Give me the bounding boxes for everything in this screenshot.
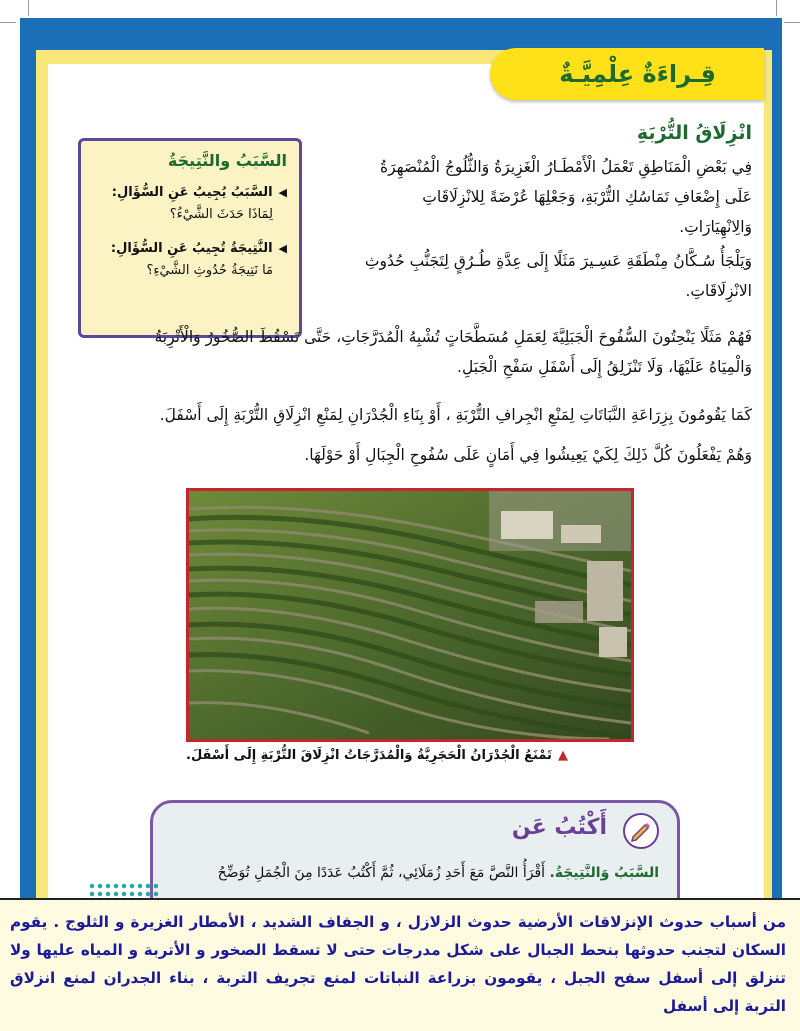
paragraph-5: وَهُمْ يَفْعَلُونَ كُلَّ ذَلِكَ لِكَيْ يَعِيشُوا فِي أَمَانٍ عَلَى سُفُوحِ الْجِبَالِ أَوْ حَوْلَهَا. (304, 446, 752, 464)
cause-effect-title: السَّبَبُ والنَّتِيجَةُ (167, 151, 287, 170)
effect-question: مَا نَتِيجَةُ حُدُوثِ الشَّيْءِ؟ (146, 263, 273, 278)
writing-activity-text (218, 865, 659, 881)
photo-caption (186, 748, 634, 763)
pencil-icon (623, 813, 659, 849)
effect-item (93, 238, 287, 282)
answer-overlay: من أسباب حدوث الإنزلاقات الأرضية حدوث الزلازل ، و الجفاف الشديد ، الأمطار الغزيرة و الثلوج . يقوم السكان لتجنب حدوثها بنحط الجبال على شكل مدرجات حتى لا تسقط الصخور و الأتربة و المياه عليها ولا تنزلق إلى أسفل سفح الجبل ، يقومون بزراعة النباتات لمنع تجريف التربة ، بناء الجدران لمنع انزلاق التربة إلى أسفل (0, 898, 800, 1031)
crop-mark (784, 22, 800, 23)
cause-item (93, 182, 287, 226)
article-title: انْزِلَاقُ التُّرْبَةِ (636, 122, 752, 144)
writing-activity-label: السَّبَبُ وَالنَّتِيجَةُ. (549, 865, 659, 881)
effect-label: النَّتِيجَةُ تُجِيبُ عَنِ السُّؤَالِ: (110, 241, 273, 256)
writing-activity-title: أَكْتُبُ عَن (511, 815, 607, 840)
cause-label: السَّبَبُ يُجِيبُ عَنِ السُّؤَالِ: (111, 185, 273, 200)
paragraph-1: فِي بَعْضِ الْمَنَاطِقِ تَعْمَلُ الْأَمْطَـارُ الْغَزِيرَةُ وَالثُّلُوجُ الْمُنْصَهِرَةُ عَلَى إِضْعَافِ تَمَاسُكِ التُّرْبَةِ، وَجَعْلِهَا عُرْضَةً لِلانْزِلَاقَاتِ وَالِانْهِيَارَاتِ. (380, 158, 752, 236)
banner-title: قِـراءَةٌ عِلْمِيَّـةٌ (559, 60, 716, 88)
terraces-photo (186, 488, 634, 742)
pencil-icon-glyph (625, 815, 657, 847)
writing-activity-box (150, 800, 680, 910)
cause-question: لِمَاذَا حَدَثَ الشَّيْءُ؟ (169, 207, 273, 222)
crop-mark (0, 22, 16, 23)
triangle-bullet-icon: ▲ (557, 748, 568, 763)
section-banner (490, 48, 764, 100)
paragraph-3: فَهُمْ مَثَلًا يَنْحِتُونَ السُّفُوحَ الْجَبَلِيَّةَ لِعَمَلِ مُسَطَّحَاتٍ تُشْبِهُ الْمُدَرَّجَاتِ، حَتَّى تَسْقُطَ الصُّخُورُ وَالْأَتْرِبَةُ وَالْمِيَاهُ عَلَيْهَا، وَلَا تَنْزَلِقُ إِلَى أَسْفَلِ سَفْحِ الْجَبَلِ. (154, 328, 752, 376)
writing-activity-instructions: أَقْرَأُ النَّصَّ مَعَ أَحَدِ زُمَلَائِي، ثُمَّ أَكْتُبُ عَدَدًا مِنَ الْجُمَلِ تُوَضِّحُ (217, 865, 546, 881)
photo-caption-text: تَمْنَعُ الْجُدْرَانُ الْحَجَرِيَّةُ وَالْمُدَرَّجَاتُ انْزِلَاقَ التُّرْبَةِ إِلَى أَسْفَلَ. (186, 748, 552, 763)
triangle-bullet-icon: ◀ (278, 186, 287, 199)
paragraph-2: وَيَلْجَأُ سُـكَّانُ مِنْطَقَةِ عَسِـيرَ مَثَلًا إِلَى عِدَّةِ طُـرُقٍ لِتَجَنُّبِ حُدُوثِ الانْزِلَاقَاتِ. (364, 252, 752, 300)
crop-mark (28, 0, 29, 16)
cause-effect-box (78, 138, 302, 338)
triangle-bullet-icon: ◀ (278, 242, 287, 255)
paragraph-4: كَمَا يَقُومُونَ بِزِرَاعَةِ النَّبَاتَاتِ لِمَنْعِ انْجِرافِ التُّرْبَةِ ، أَوْ بِنَاءِ الْجُدْرَانِ لِمَنْعِ انْزِلَاقِ التُّرْبَةِ إِلَى أَسْفَلَ. (159, 406, 752, 424)
crop-mark (776, 0, 777, 16)
terraces-photo-illustration (189, 491, 631, 739)
